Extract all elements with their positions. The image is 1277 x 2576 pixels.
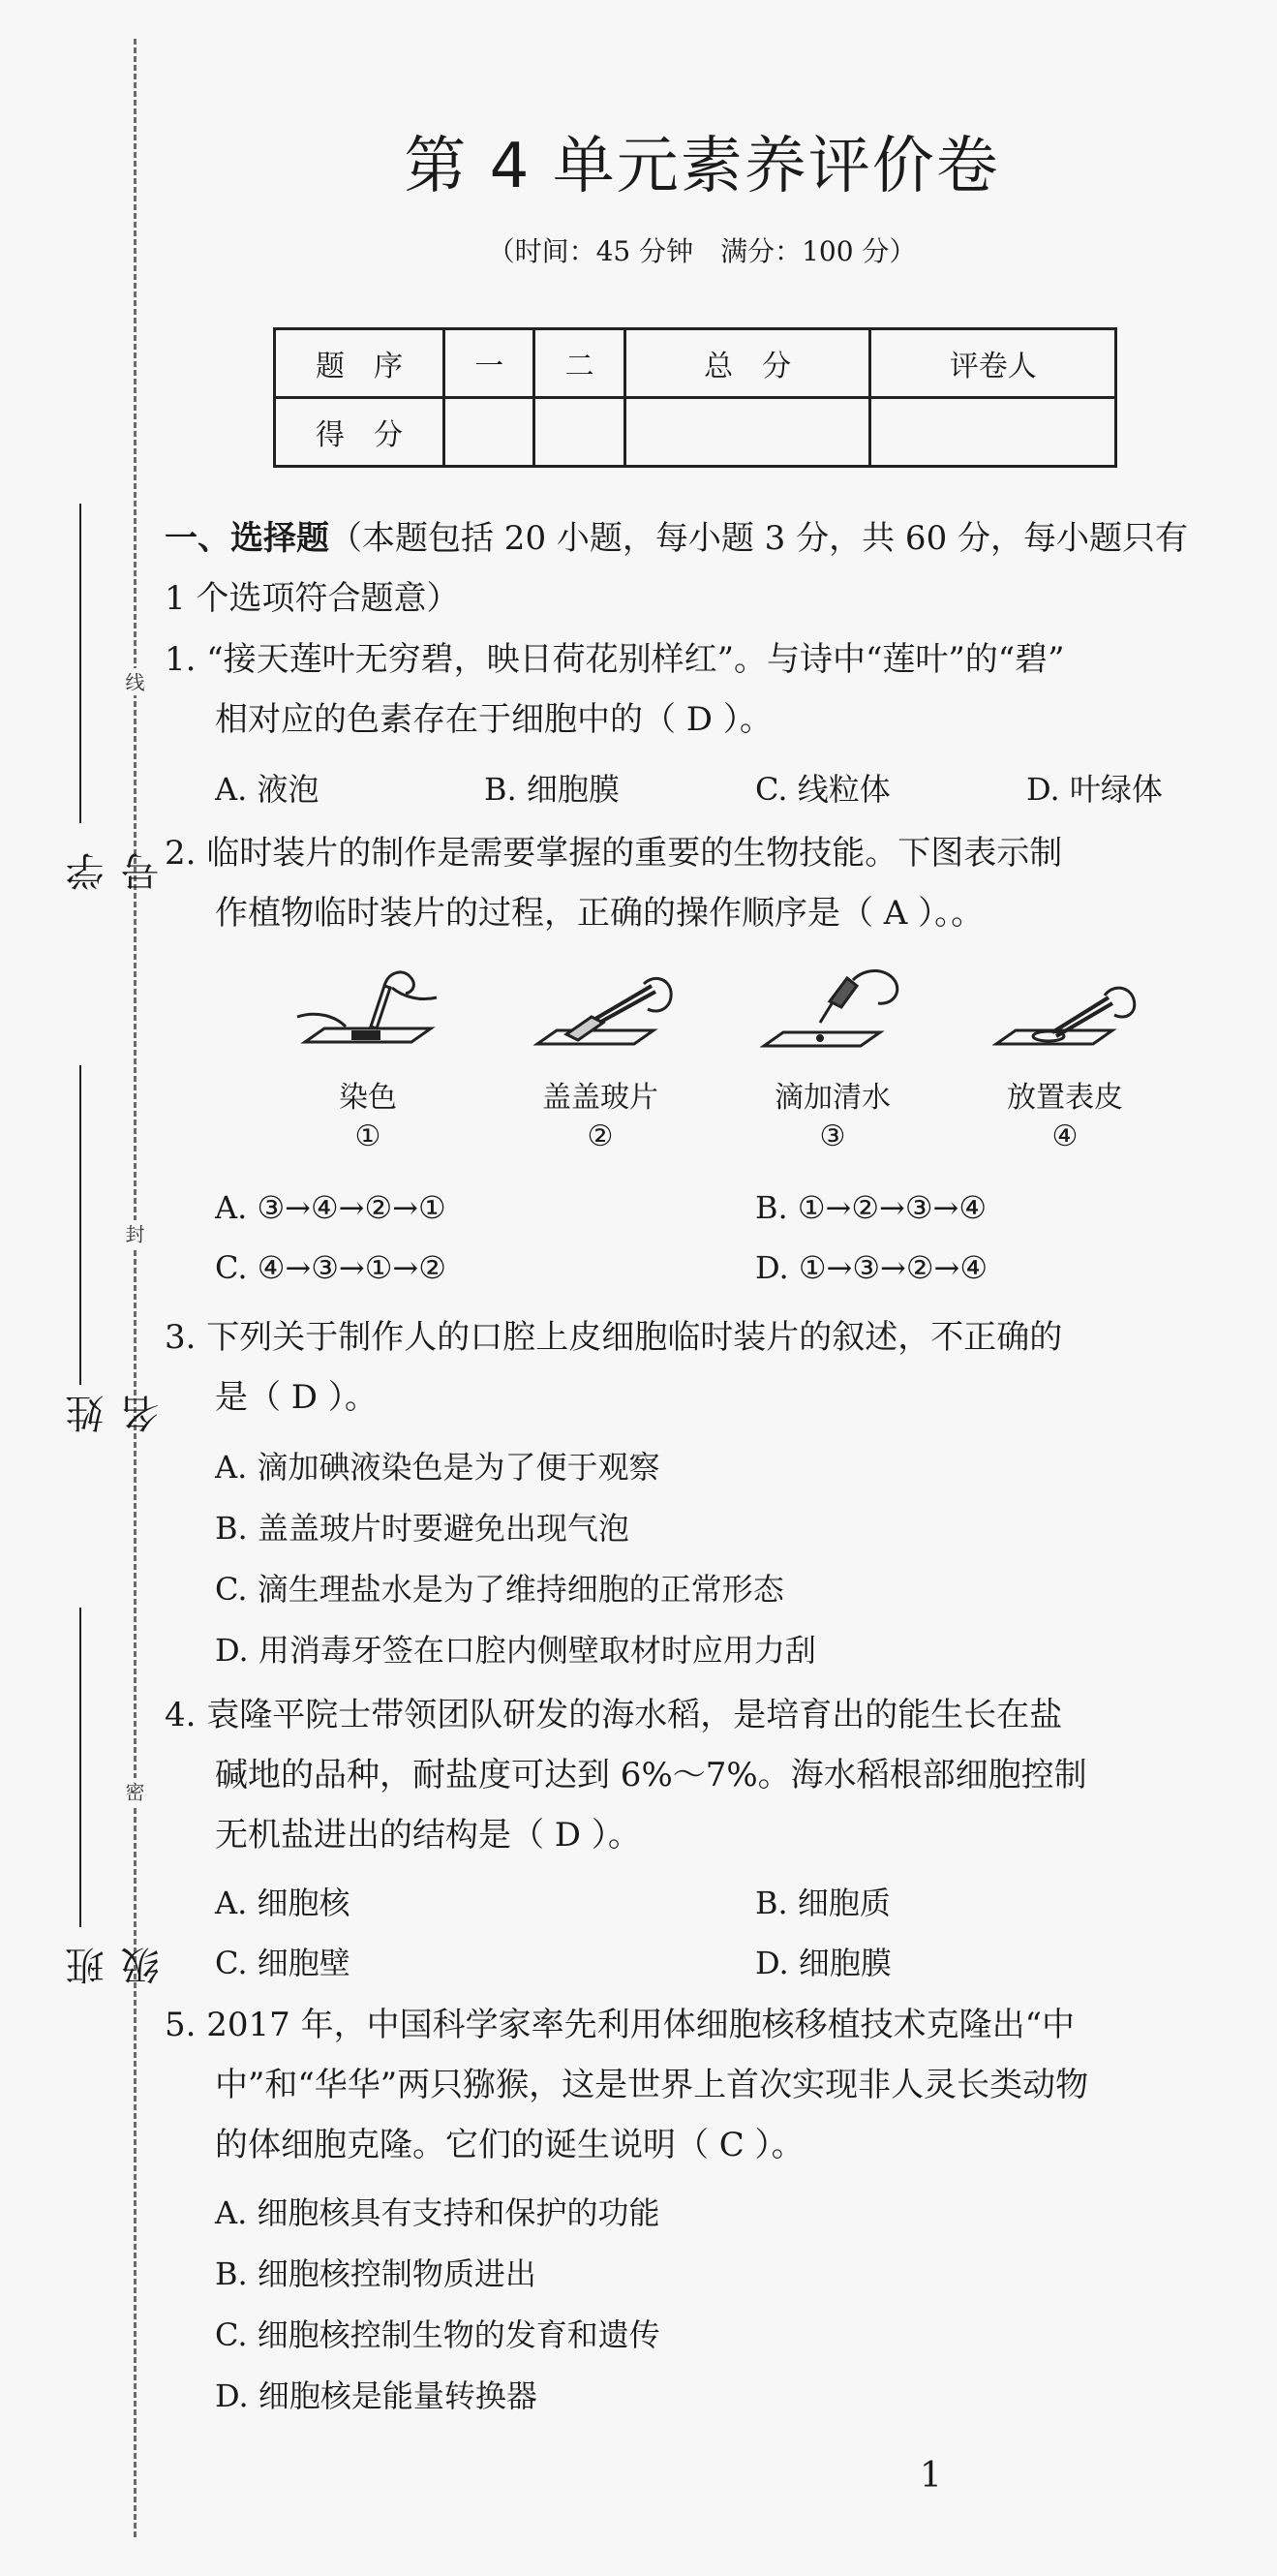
figure-add-water (736, 959, 929, 1153)
question-stem-line: 相对应的色素存在于细胞中的（ D ）。 (215, 700, 773, 739)
section-description-line2: 1 个选项符合题意） (165, 579, 460, 618)
cover-slip-illustration (528, 959, 673, 1065)
question-number: 5. (165, 2006, 197, 2044)
figure-caption: 滴加清水 (775, 1081, 891, 1115)
question-stem: 2017 年，中国科学家率先利用体细胞核移植技术克隆出“中 (206, 2006, 1075, 2044)
binding-mark-secret: 密 (120, 1778, 148, 1805)
binding-dashed-line (134, 39, 137, 2537)
option-d[interactable]: D. 细胞膜 (755, 1945, 892, 1981)
page-number: 1 (920, 2456, 942, 2496)
question-stem-line: 是（ D ）。 (215, 1378, 378, 1417)
question-3 (165, 1307, 1062, 1367)
section-header (165, 508, 1188, 568)
score-cell[interactable] (444, 398, 534, 467)
figure-caption: 盖盖玻片 (542, 1081, 658, 1115)
option-b[interactable]: B. 细胞核控制物质进出 (215, 2255, 536, 2292)
figure-place-epidermis (968, 959, 1162, 1153)
question-4 (165, 1685, 1062, 1745)
option-b[interactable]: B. 细胞质 (755, 1885, 891, 1921)
question-stem: 袁隆平院士带领团队研发的海水稻，是培育出的能生长在盐 (206, 1696, 1063, 1734)
question-2 (165, 823, 1062, 883)
section-description: （本题包括 20 小题，每小题 3 分，共 60 分，每小题只有 (329, 519, 1189, 558)
stain-illustration (295, 959, 441, 1065)
score-header-order: 题 序 (275, 329, 444, 398)
question-number: 4. (165, 1696, 197, 1734)
figure-caption: 放置表皮 (1007, 1081, 1123, 1115)
binding-mark-seal: 封 (120, 1220, 148, 1247)
add-water-illustration (760, 959, 905, 1065)
question-5 (165, 1995, 1075, 2055)
option-d[interactable]: D. 用消毒牙签在口腔内侧壁取材时应用力刮 (215, 1632, 816, 1669)
score-header-total: 总 分 (624, 329, 870, 398)
option-c[interactable]: C. 线粒体 (755, 771, 891, 808)
option-c[interactable]: C. 细胞壁 (215, 1945, 350, 1981)
option-d[interactable]: D. ①→③→②→④ (755, 1249, 988, 1286)
question-stem-line: 作植物临时装片的过程，正确的操作顺序是（ A ）。。 (215, 894, 985, 933)
question-stem-line: 中”和“华华”两只猕猴，这是世界上首次实现非人灵长类动物 (215, 2066, 1089, 2104)
score-row-label: 得 分 (275, 398, 444, 467)
figure-cover-slip (503, 959, 697, 1153)
question-stem-line: 无机盐进出的结构是（ D ）。 (215, 1816, 641, 1855)
question-stem: 下列关于制作人的口腔上皮细胞临时装片的叙述，不正确的 (206, 1318, 1063, 1357)
option-d[interactable]: D. 叶绿体 (1026, 771, 1163, 808)
figure-caption: 染色 (339, 1081, 397, 1115)
option-a[interactable]: A. 细胞核 (215, 1885, 350, 1921)
score-table (273, 327, 1117, 468)
option-a[interactable]: A. 液泡 (215, 771, 319, 808)
exam-meta: （时间：45 分钟 满分：100 分） (487, 235, 917, 267)
question-stem-line: 碱地的品种，耐盐度可达到 6%～7%。海水稻根部细胞控制 (215, 1756, 1087, 1794)
option-c[interactable]: C. 细胞核控制生物的发育和遗传 (215, 2316, 660, 2353)
option-a[interactable]: A. 滴加碘液染色是为了便于观察 (215, 1449, 660, 1486)
figure-number: ① (354, 1119, 381, 1153)
option-d[interactable]: D. 细胞核是能量转换器 (215, 2377, 537, 2414)
option-b[interactable]: B. 细胞膜 (484, 771, 620, 808)
page-title: 第 4 单元素养评价卷 (404, 131, 1000, 202)
binding-mark-line: 线 (120, 668, 148, 695)
figure-number: ④ (1051, 1119, 1079, 1153)
question-stem: 临时装片的制作是需要掌握的重要的生物技能。下图表示制 (206, 834, 1063, 873)
score-header-grader: 评卷人 (870, 329, 1116, 398)
score-cell[interactable] (870, 398, 1116, 467)
figure-number: ② (587, 1119, 614, 1153)
score-header-part1: 一 (444, 329, 534, 398)
question-number: 1. (165, 640, 197, 679)
figure-number: ③ (819, 1119, 846, 1153)
score-cell[interactable] (534, 398, 624, 467)
option-b[interactable]: B. 盖盖玻片时要避免出现气泡 (215, 1510, 629, 1547)
question-1 (165, 629, 1065, 690)
question-stem: “接天莲叶无穷碧，映日荷花别样红”。与诗中“莲叶”的“碧” (206, 640, 1065, 679)
option-c[interactable]: C. 滴生理盐水是为了维持细胞的正常形态 (215, 1571, 784, 1608)
option-a[interactable]: A. 细胞核具有支持和保护的功能 (215, 2194, 660, 2231)
question-number: 2. (165, 834, 197, 873)
score-header-part2: 二 (534, 329, 624, 398)
option-c[interactable]: C. ④→③→①→② (215, 1249, 446, 1286)
option-b[interactable]: B. ①→②→③→④ (755, 1189, 988, 1226)
place-epidermis-illustration (992, 959, 1138, 1065)
question-number: 3. (165, 1318, 197, 1357)
score-cell[interactable] (624, 398, 870, 467)
option-a[interactable]: A. ③→④→②→① (215, 1189, 446, 1226)
question-stem-line: 的体细胞克隆。它们的诞生说明（ C ）。 (215, 2126, 805, 2164)
figure-stain (271, 959, 465, 1153)
section-title: 一、选择题 (165, 519, 329, 558)
